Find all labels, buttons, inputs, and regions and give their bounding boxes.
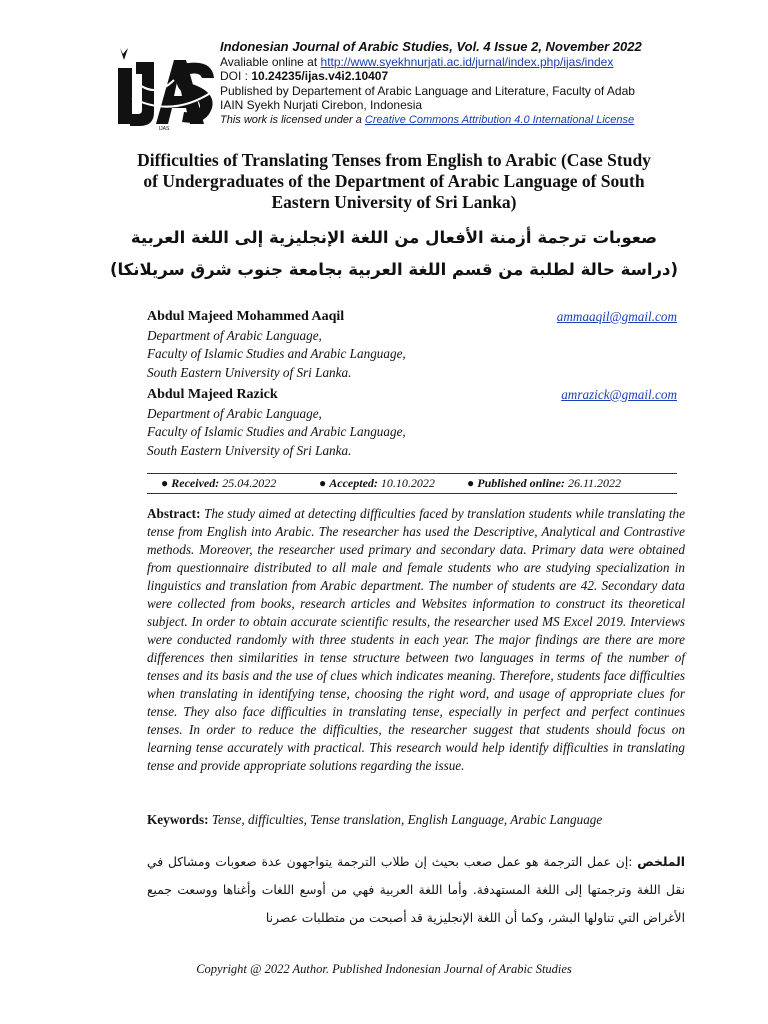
author-block-2 xyxy=(147,386,677,460)
author-affiliation: Faculty of Islamic Studies and Arabic Language, xyxy=(147,346,406,361)
journal-title-line: Indonesian Journal of Arabic Studies, Vol. 4 Issue 2, November 2022 xyxy=(220,39,642,54)
keywords xyxy=(147,811,687,829)
arabic-abstract-text: :إن عمل الترجمة هو عمل صعب بحيث إن طلاب الترجمة يتواجهون عدة صعوبات ومشاكل في نقل اللغة وترجمتها إلى اللغة المستهدفة. وأما اللغة العربية فهي من أوسع اللغات وأغناها ووسعت جميع الأغراض التي تناولها البشر، وكما أن اللغة الإنجليزية قد أصبحت من متطلبات عصرنا xyxy=(147,855,685,925)
author-name: Abdul Majeed Mohammed Aaqil xyxy=(147,309,345,324)
author-affiliation: Faculty of Islamic Studies and Arabic Language, xyxy=(147,424,406,439)
ijas-logo xyxy=(112,40,216,132)
doi-value: 10.24235/ijas.v4i2.10407 xyxy=(251,69,389,83)
accepted-date: ● Accepted: 10.10.2022 xyxy=(319,476,435,490)
keywords-text: Tense, difficulties, Tense translation, English Language, Arabic Language xyxy=(211,812,603,827)
license-link[interactable]: Creative Commons Attribution 4.0 International License xyxy=(364,113,635,126)
received-date: ● Received: 25.04.2022 xyxy=(161,476,277,490)
arabic-abstract xyxy=(147,848,685,932)
arabic-title-line-1: صعوبات ترجمة أزمنة الأفعال من اللغة الإنجليزية إلى اللغة العربية xyxy=(130,228,658,247)
author-affiliation: Department of Arabic Language, xyxy=(147,405,322,421)
available-line: Avaliable online at http://www.syekhnurjati.ac.id/jurnal/index.php/ijas/index xyxy=(220,54,614,69)
author-affiliation: South Eastern University of Sri Lanka. xyxy=(147,442,352,458)
copyright-footer: Copyright @ 2022 Author. Published Indonesian Journal of Arabic Studies xyxy=(196,962,572,976)
article-dates-bar xyxy=(147,473,677,494)
doi-line: DOI : 10.24235/ijas.v4i2.10407 xyxy=(220,69,389,83)
author-affiliation: South Eastern University of Sri Lanka. xyxy=(147,364,352,380)
arabic-title-line-2: (دراسة حالة لطلبة من قسم اللغة العربية بجامعة جنوب شرق سريلانكا) xyxy=(109,260,679,279)
institution-line: IAIN Syekh Nurjati Cirebon, Indonesia xyxy=(220,98,423,112)
paper-title-arabic xyxy=(100,222,688,286)
author-block-1 xyxy=(147,308,677,382)
abstract xyxy=(147,505,685,775)
abstract-text: The study aimed at detecting difficulties faced by translation students while translating the tense from English into Arabic. The researcher has used the Descriptive, Analytical and Contrastive methods. Moreover, the researcher used primary and secondary data. Primary data were obtained from questionnaire distributed to all male and female students who are studying specialization in linguistics and translation from Arabic department. The number of students are 42. Secondary data were collected from books, research articles and Websites information to construct its theoretical subject. In order to obtain accurate scientific results, the researcher used MS Excel 2019. Interviews were conducted randomly with three students in each year. The major findings are there are more differences then similarities in tense structure between two languages in terms of the number of tenses and its basis and the use of clues which indicates meaning. Therefore, students face difficulties when translating in identifying tense, choosing the right word, and usage of appropriate clues for tense. They also face difficulties in translating tense, especially in perfect and perfect continues tenses. In order to reduce the difficulties, the researcher suggest that students should focus on learning tense accurately with practical. This research would help identify difficulties in translating tense and provide appropriate solutions regarding the issue. xyxy=(147,506,686,773)
author-affiliation: Department of Arabic Language, xyxy=(147,327,322,343)
paper-title-english: Difficulties of Translating Tenses from English to Arabic (Case Study of Undergraduates of the Department of Arabic Language of South Eastern University of Sri Lanka) xyxy=(137,150,651,212)
journal-header xyxy=(112,40,722,136)
license-line: This work is licensed under a Creative Commons Attribution 4.0 International License xyxy=(220,113,635,126)
author-email-link[interactable]: amrazick@gmail.com xyxy=(561,387,677,402)
author-email-link[interactable]: ammaaqil@gmail.com xyxy=(556,309,677,324)
abstract-label: Abstract: xyxy=(147,506,201,521)
arabic-abstract-label: الملخص xyxy=(637,855,685,869)
keywords-label: Keywords: xyxy=(147,812,209,827)
publisher-line: Published by Departement of Arabic Language and Literature, Faculty of Adab xyxy=(220,83,635,98)
journal-url-link[interactable]: http://www.syekhnurjati.ac.id/jurnal/index.php/ijas/index xyxy=(320,54,614,69)
svg-text:IJAS: IJAS xyxy=(158,126,170,132)
published-date: ● Published online: 26.11.2022 xyxy=(467,476,622,490)
author-name: Abdul Majeed Razick xyxy=(147,387,278,402)
